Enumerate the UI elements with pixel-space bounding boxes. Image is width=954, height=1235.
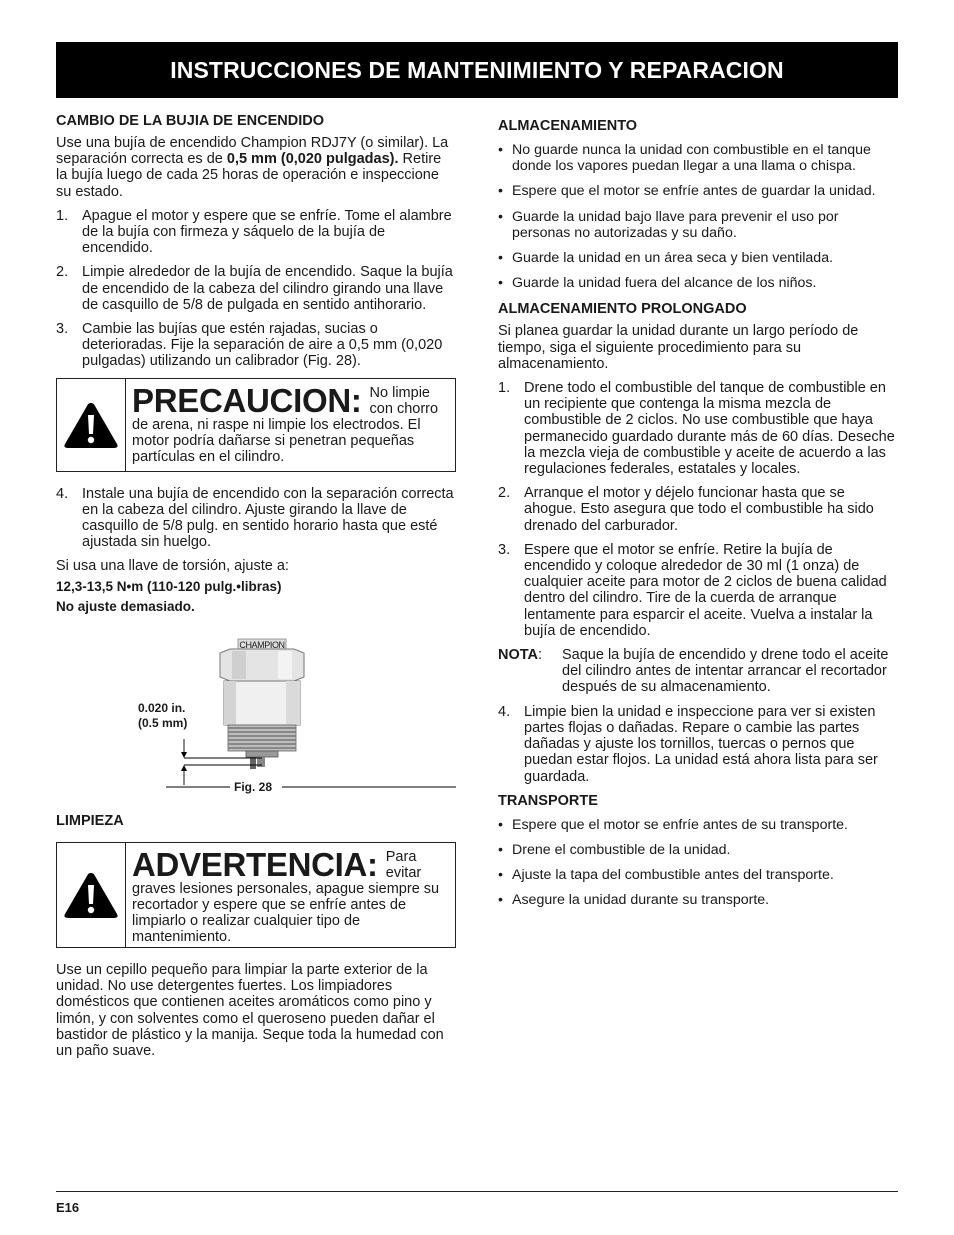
note-label: NOTA: [498, 647, 539, 664]
list-item: • Guarde la unidad bajo llave para prevenir el uso por personas no autorizadas y su daño.: [498, 209, 898, 241]
spark-plug-heading: CAMBIO DE LA BUJIA DE ENCENDIDO: [56, 113, 324, 129]
list-item: • Ajuste la tapa del combustible antes del transporte.: [498, 867, 898, 883]
section-title: INSTRUCCIONES DE MANTENIMIENTO Y REPARACION: [170, 56, 784, 83]
long-storage-steps: [498, 380, 898, 639]
spark-plug-diagram: [56, 635, 456, 795]
gap-mm-label: (0.5 mm): [138, 716, 188, 731]
warning-box: [56, 842, 456, 948]
list-item: 1. Drene todo el combustible del tanque de combustible en un recipiente que contenga la misma mezcla de combustible de 2 ciclos. No use combustible que haya permanecido guardado durante más de 60 días. Deseche la mezcla vieja de combustible y aceite de acuerdo a las regulaciones federales, estatales y locales.: [498, 380, 895, 478]
note-text: Saque la bujía de encendido y drene todo el aceite del cilindro antes de intentar arrancar el recortador después de su almacenamiento.: [562, 647, 889, 696]
list-item: • No guarde nunca la unidad con combustible en el tanque donde los vapores puedan llegar a una llama o chispa.: [498, 142, 898, 174]
storage-list: [498, 142, 898, 291]
warning-word: ADVERTENCIA:: [132, 846, 378, 884]
gap-inches-label: 0.020 in.: [138, 701, 186, 716]
spark-plug-figure: [56, 635, 456, 795]
cleaning-heading: LIMPIEZA: [56, 813, 124, 830]
transport-heading: TRANSPORTE: [498, 792, 598, 809]
list-item: • Espere que el motor se enfríe antes de guardar la unidad.: [498, 183, 898, 199]
right-column: [498, 118, 898, 918]
warning-icon-cell: [57, 843, 126, 947]
torque-warning: No ajuste demasiado.: [56, 598, 195, 614]
transport-list: [498, 817, 898, 909]
caution-box: [56, 378, 456, 472]
long-storage-heading: ALMACENAMIENTO PROLONGADO: [498, 301, 747, 318]
torque-intro: Si usa una llave de torsión, ajuste a:: [56, 558, 289, 575]
caution-word: PRECAUCION:: [132, 381, 362, 419]
warning-triangle-icon: [63, 870, 119, 920]
list-item: 3. Espere que el motor se enfríe. Retire la bujía de encendido y coloque alrededor de 30 ml (1 onza) de cualquier aceite para motor de 2 ciclos de buena calidad dentro del cilindro. Tire de la cuerda de arranque lentamente para esparcir el aceite. Vuelva a instalar la bujía de encendido.: [498, 541, 887, 639]
spark-plug-steps: [56, 208, 456, 370]
torque-value: 12,3-13,5 N•m (110-120 pulg.•libras): [56, 578, 282, 594]
figure-caption: Fig. 28: [234, 780, 273, 795]
long-storage-step4: [498, 704, 898, 785]
page-number: E16: [56, 1200, 80, 1215]
list-item: 2. Limpie alrededor de la bujía de encendido. Saque la bujía de encendido de la cabeza del cilindro girando una llave de casquillo de 5/8 de pulgada en sentido antihorario.: [56, 264, 453, 313]
list-item: 3. Cambie las bujías que estén rajadas, sucias o deterioradas. Fije la separación de aire a 0,5 mm (0,020 pulgadas) utilizando un calibrador (Fig. 28).: [56, 321, 443, 370]
storage-heading: ALMACENAMIENTO: [498, 118, 638, 134]
caution-text: PRECAUCION: No limpie con chorro de arena, ni raspe ni limpie los electrodos. El motor podría dañarse si penetran pequeñas partículas en el cilindro.: [132, 381, 439, 465]
list-item: • Asegure la unidad durante su transporte.: [498, 892, 898, 908]
warning-triangle-icon: [63, 400, 119, 450]
list-item: 4. Instale una bujía de encendido con la separación correcta en la cabeza del cilindro. Ajuste girando la llave de casquillo de 5/8 pulg. en sentido horario hasta que esté ajustada sin huelgo.: [56, 485, 454, 551]
spark-plug-intro: Use una bujía de encendido Champion RDJ7Y (o similar). La separación correcta es de 0,5 mm (0,020 pulgadas). Retire la bujía luego de cada 25 horas de operación e inspeccione su estado.: [56, 135, 449, 200]
note: NOTA: Saque la bujía de encendido y drene todo el aceite del cilindro antes de intentar arrancar el recortador después de su almacenamiento.: [498, 647, 898, 696]
warning-text: ADVERTENCIA: Para evitar graves lesiones personales, apague siempre su recortador y espere que se enfríe antes de limpiarlo o realizar cualquier tipo de mantenimiento.: [132, 846, 440, 946]
list-item: 2. Arranque el motor y déjelo funcionar hasta que se ahogue. Esto asegura que todo el combustible ha sido drenado del carburador.: [498, 485, 874, 534]
long-storage-intro: Si planea guardar la unidad durante un largo período de tiempo, siga el siguiente procedimiento para su almacenamiento.: [498, 323, 859, 372]
list-item: 1. Apague el motor y espere que se enfríe. Tome el alambre de la bujía con firmeza y sáquelo de la bujía de encendido.: [56, 207, 452, 257]
section-header: [56, 42, 898, 98]
caution-icon-cell: [57, 379, 126, 471]
list-item: • Guarde la unidad fuera del alcance de los niños.: [498, 275, 898, 291]
list-item: 4. Limpie bien la unidad e inspeccione para ver si existen partes flojas o dañadas. Repare o cambie las partes dañadas y ajuste los tornillos, tuercas o pernos que puedan estar flojos. La unidad está ahora lista para ser guardada.: [498, 703, 878, 785]
list-item: • Guarde la unidad en un área seca y bien ventilada.: [498, 250, 898, 266]
spark-plug-brand: CHAMPION: [239, 640, 285, 651]
footer-divider: [56, 1191, 898, 1192]
list-item: • Drene el combustible de la unidad.: [498, 842, 898, 858]
list-item: • Espere que el motor se enfríe antes de su transporte.: [498, 817, 898, 833]
left-column: [56, 113, 456, 1059]
spark-plug-step4: [56, 486, 456, 551]
cleaning-body: Use un cepillo pequeño para limpiar la parte exterior de la unidad. No use detergentes fuertes. Los limpiadores domésticos que contienen aceites aromáticos como pino y limón, y con solventes como el queroseno pueden dañar el bastidor de plástico y la manija. Seque toda la humedad con un paño suave.: [56, 962, 444, 1060]
